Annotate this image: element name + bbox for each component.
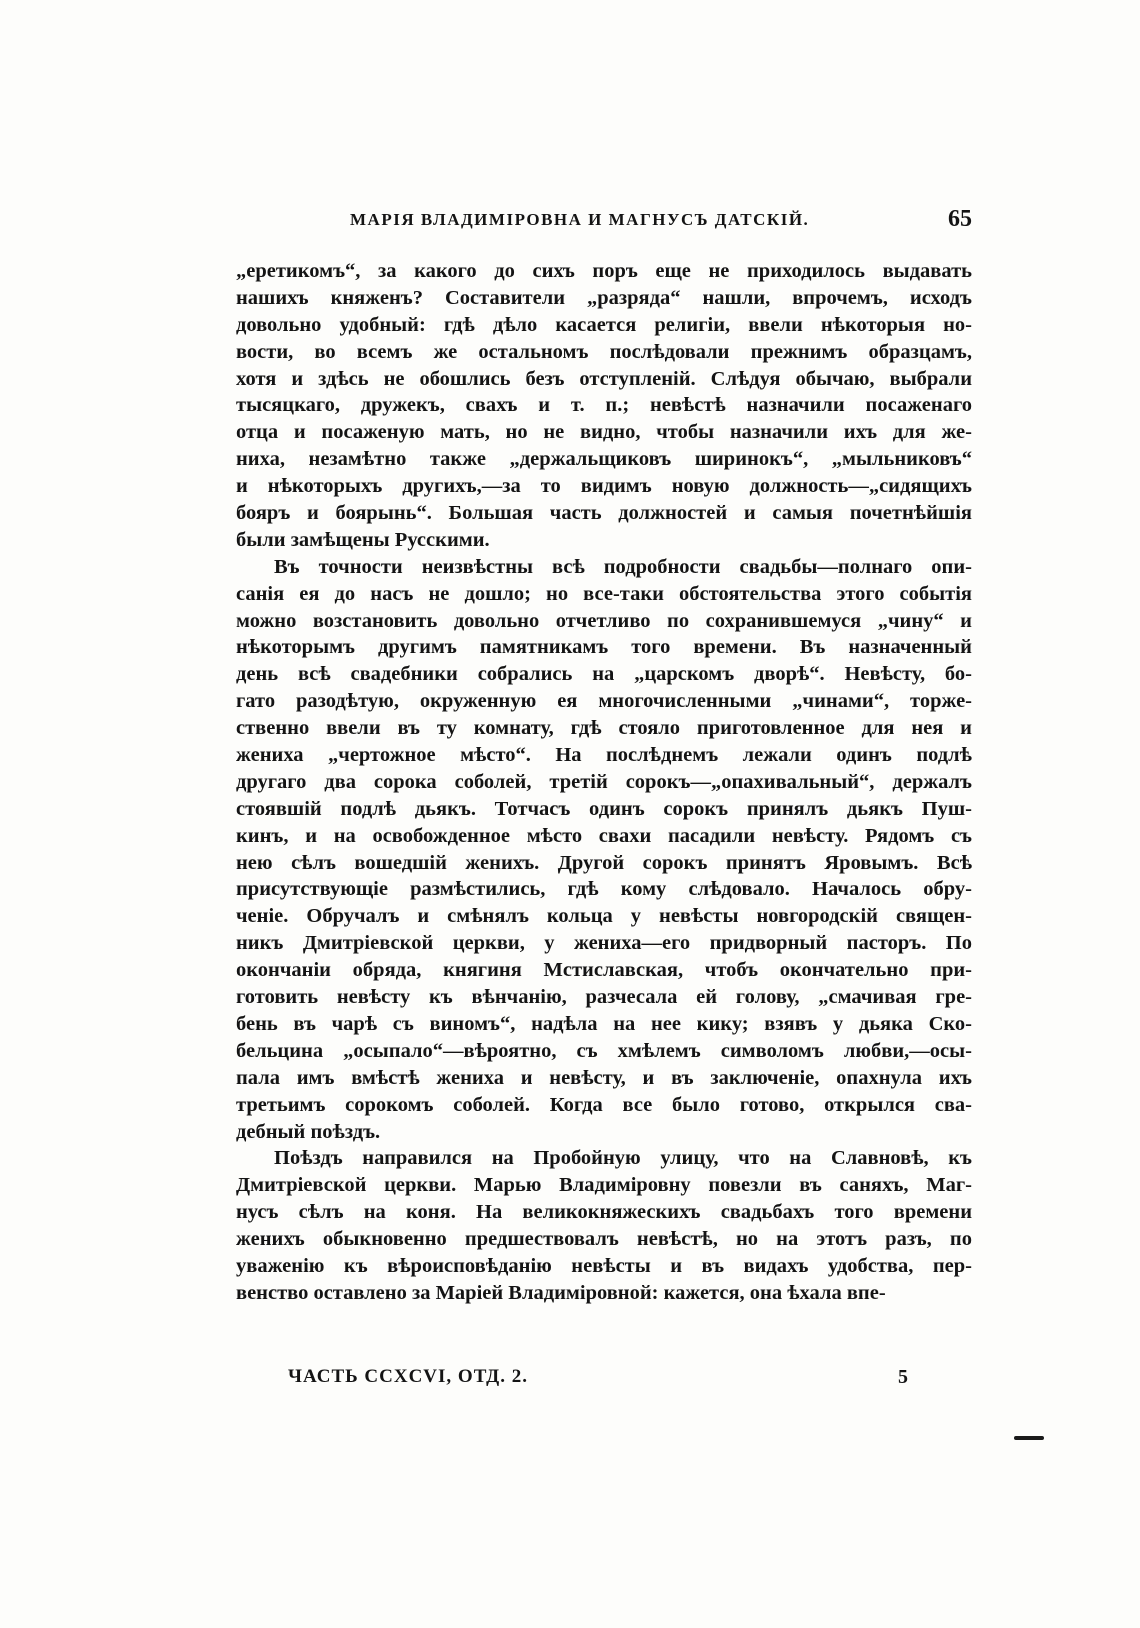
paragraph — [236, 554, 972, 1146]
text-line: пала имъ вмѣстѣ жениха и невѣсту, и въ заключеніе, опахнула ихъ — [236, 1066, 972, 1089]
text-line: жениха „чертожное мѣсто“. На послѣднемъ лежали одинъ подлѣ — [236, 744, 972, 767]
text-line: окончаніи обряда, княгиня Мстиславская, чтобъ окончательно при- — [236, 959, 972, 982]
text-line: ченіе. Обручалъ и смѣнялъ кольца у невѣсты новгородскій священ- — [236, 905, 972, 928]
text-line: довольно удобный: гдѣ дѣло касается религіи, ввели нѣкоторыя но- — [236, 313, 972, 336]
signature-line: ЧАСТЬ CCXCVI, ОТД. 2. — [288, 1366, 529, 1387]
text-line: Поѣздъ направился на Пробойную улицу, что на Славновѣ, къ — [274, 1147, 972, 1170]
text-line: можно возстановить довольно отчетливо по сохранившемуся „чину“ и — [236, 609, 972, 632]
text-line: Въ точности неизвѣстны всѣ подробности свадьбы—полнаго опи- — [274, 555, 972, 578]
text-line: готовить невѣсту къ вѣнчанію, разчесала ей голову, „смачивая гре- — [236, 986, 972, 1009]
signature-mark: 5 — [898, 1366, 908, 1388]
text-line: были замѣщены Русскими. — [236, 528, 490, 551]
text-line: женихъ обыкновенно предшествовалъ невѣстѣ, но на этотъ разъ, по — [236, 1228, 972, 1251]
text-line: кинъ, и на освобожденное мѣсто свахи пасадили невѣсту. Рядомъ съ — [236, 824, 972, 847]
text-line: ственно ввели въ ту комнату, гдѣ стояло приготовленное для нея и — [236, 717, 972, 740]
text-line: тысяцкаго, дружекъ, свахъ и т. п.; невѣстѣ назначили посаженаго — [236, 394, 972, 417]
text-line: другаго два сорока соболей, третій сорокъ—„опахивальный“, держалъ — [236, 770, 972, 793]
text-line: нею сѣлъ вошедшій женихъ. Другой сорокъ принятъ Яровымъ. Всѣ — [236, 851, 972, 874]
text-line: ниха, незамѣтно также „держальщиковъ ширинокъ“, „мыльниковъ“ — [236, 448, 972, 471]
text-line: день всѣ свадебники собрались на „царскомъ дворѣ“. Невѣсту, бо- — [236, 663, 972, 686]
paragraph — [236, 258, 972, 554]
text-line: санія ея до насъ не дошло; но все-таки обстоятельства этого событія — [236, 582, 972, 605]
text-line: хотя и здѣсь не обошлись безъ отступленій. Слѣдуя обычаю, выбрали — [236, 367, 972, 390]
text-line: дебный поѣздъ. — [236, 1120, 381, 1143]
page-footer — [288, 1366, 908, 1396]
page-header — [232, 206, 972, 238]
text-line: бень въ чарѣ съ виномъ“, надѣла на нее кику; взявъ у дьяка Ско- — [236, 1012, 972, 1035]
scan-artifact-mark — [1014, 1436, 1044, 1440]
text-line: Дмитріевской церкви. Марью Владиміровну повезли въ саняхъ, Маг- — [236, 1174, 972, 1197]
text-line: присутствующіе размѣстились, гдѣ кому слѣдовало. Началось обру- — [236, 878, 972, 901]
text-line: вости, во всемъ же остальномъ послѣдовали прежнимъ образцамъ, — [236, 340, 972, 363]
text-line: венство оставлено за Маріей Владиміровной: кажется, она ѣхала впе- — [236, 1281, 886, 1304]
text-line: стоявшій подлѣ дьякъ. Тотчасъ одинъ сорокъ принялъ дьякъ Пуш- — [236, 797, 972, 820]
text-line: третьимъ сорокомъ соболей. Когда все было готово, открылся сва- — [236, 1093, 972, 1116]
text-line: никъ Дмитріевской церкви, у жениха—его придворный пасторъ. По — [236, 932, 972, 955]
text-line: „еретикомъ“, за какого до сихъ поръ еще не приходилось выдавать — [236, 260, 972, 282]
text-line: нусъ сѣлъ на коня. На великокняжескихъ свадьбахъ того времени — [236, 1201, 972, 1224]
paragraph — [236, 1145, 972, 1306]
text-line: уваженію къ вѣроисповѣданію невѣсты и въ видахъ удобства, пер- — [236, 1254, 972, 1277]
text-line: гато разодѣтую, окруженную ея многочисленными „чинами“, торже- — [236, 690, 972, 713]
running-title: МАРІЯ ВЛАДИМІРОВНА И МАГНУСЪ ДАТСКІЙ. — [350, 210, 810, 229]
text-line: отца и посаженую мать, но не видно, чтобы назначили ихъ для же- — [236, 421, 972, 444]
text-line: нѣкоторымъ другимъ памятникамъ того времени. Въ назначенный — [236, 636, 972, 659]
text-line: бельцина „осыпало“—вѣроятно, съ хмѣлемъ символомъ любви,—осы- — [236, 1039, 972, 1062]
text-line: нашихъ княженъ? Составители „разряда“ нашли, впрочемъ, исходъ — [236, 286, 972, 309]
page-number: 65 — [948, 206, 972, 232]
body-text — [236, 258, 972, 1307]
text-line: и нѣкоторыхъ другихъ,—за то видимъ новую должность—„сидящихъ — [236, 475, 972, 498]
text-line: бояръ и боярынь“. Большая часть должностей и самыя почетнѣйшія — [236, 502, 972, 525]
